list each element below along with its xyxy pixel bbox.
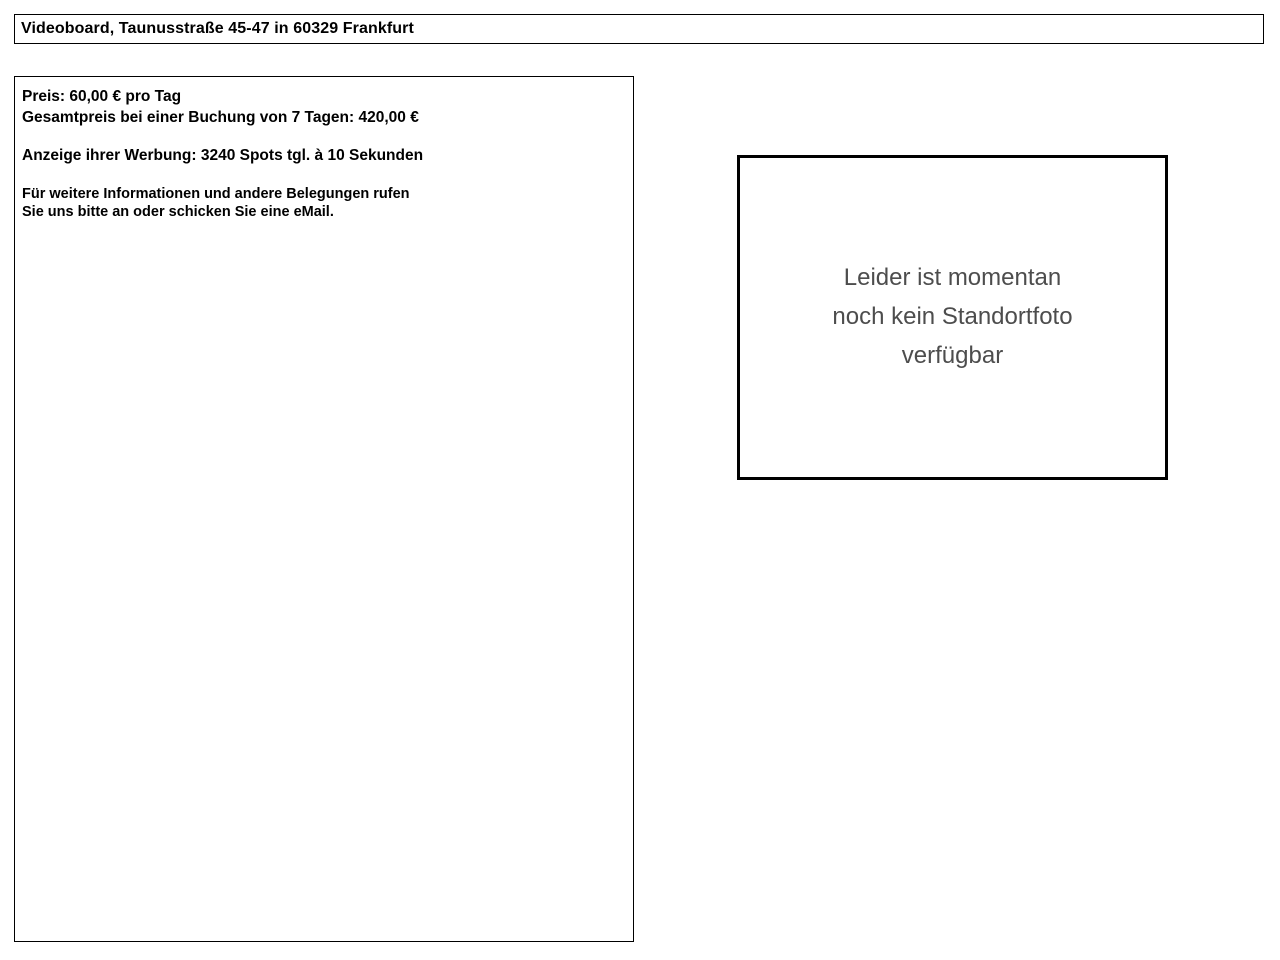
- photo-placeholder-line-3: verfügbar: [901, 341, 1004, 369]
- contact-line-1: Für weitere Informationen und andere Belegungen rufen: [22, 185, 410, 202]
- page-title: Videoboard, Taunusstraße 45-47 in 60329 Frankfurt: [21, 20, 414, 37]
- spacer: [22, 167, 633, 185]
- ad-display-line: Anzeige ihrer Werbung: 3240 Spots tgl. à 10 Sekunden: [22, 147, 424, 165]
- photo-placeholder-box: [737, 155, 1168, 480]
- location-title-bar: [14, 14, 1264, 44]
- price-per-day-line: Preis: 60,00 € pro Tag: [22, 88, 182, 105]
- photo-placeholder-line-2: noch kein Standortfoto: [832, 303, 1073, 331]
- photo-placeholder-line-1: Leider ist momentan: [843, 264, 1062, 292]
- booking-info-panel: [14, 76, 634, 942]
- contact-line-2: Sie uns bitte an oder schicken Sie eine eMail.: [22, 204, 334, 221]
- total-price-line: Gesamtpreis bei einer Buchung von 7 Tagen: 420,00 €: [22, 108, 419, 126]
- spacer: [22, 128, 633, 146]
